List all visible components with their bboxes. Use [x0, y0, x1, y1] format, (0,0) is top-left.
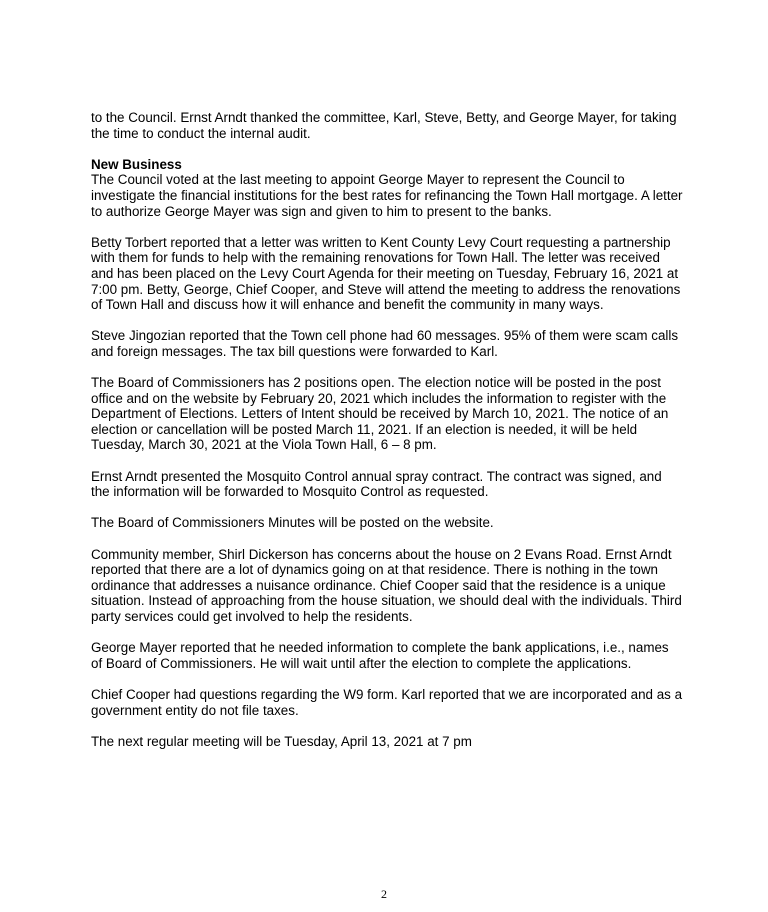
paragraph-minutes: The Board of Commissioners Minutes will be posted on the website. [91, 515, 494, 531]
paragraph-evans-road: Community member, Shirl Dickerson has concerns about the house on 2 Evans Road. Ernst Arndt reported that there are a lot of dynamics going on at that residence. There is nothing in the town ordinance that addresses a nuisance ordinance. Chief Cooper said that the residence is a unique situation. Instead of approaching from the house situation, we should deal with the individuals. Third party services could get involved to help the residents. [91, 546, 682, 624]
section-heading: New Business [91, 156, 182, 172]
intro-paragraph: to the Council. Ernst Arndt thanked the committee, Karl, Steve, Betty, and George Mayer, for taking the time to conduct the internal audit. [91, 110, 677, 141]
paragraph-mosquito-control: Ernst Arndt presented the Mosquito Control annual spray contract. The contract was signed, and the information will be forwarded to Mosquito Control as requested. [91, 468, 662, 500]
paragraph-bank-applications: George Mayer reported that he needed information to complete the bank applications, i.e., names of Board of Commissioners. He will wait until after the election to complete the applications. [91, 640, 669, 671]
paragraph-election: The Board of Commissioners has 2 positions open. The election notice will be posted in the post office and on the website by February 20, 2021 which includes the information to register with the Department of Elections. Letters of Intent should be received by March 10, 2021. The notice of an election or cancellation will be posted March 11, 2021. If an election is needed, it will be held Tuesday, March 30, 2021 at the Viola Town Hall, 6 – 8 pm. [91, 375, 669, 453]
paragraph-cell-phone: Steve Jingozian reported that the Town cell phone had 60 messages. 95% of them were scam calls and foreign messages. The tax bill questions were forwarded to Karl. [91, 328, 679, 359]
paragraph-next-meeting: The next regular meeting will be Tuesday, April 13, 2021 at 7 pm [91, 733, 472, 749]
page-number: 2 [381, 887, 387, 901]
paragraph-refinancing: The Council voted at the last meeting to appoint George Mayer to represent the Council to investigate the financial institutions for the best rates for refinancing the Town Hall mortgage. A letter to authorize George Mayer was sign and given to him to present to the banks. [91, 172, 683, 219]
document-body [91, 110, 683, 765]
new-business-section [91, 157, 683, 219]
paragraph-w9-form: Chief Cooper had questions regarding the W9 form. Karl reported that we are incorporated and as a government entity do not file taxes. [91, 686, 683, 718]
paragraph-levy-court: Betty Torbert reported that a letter was written to Kent County Levy Court requesting a partnership with them for funds to help with the remaining renovations for Town Hall. The letter was received and has been placed on the Levy Court Agenda for their meeting on Tuesday, February 16, 2021 at 7:00 pm. Betty, George, Chief Cooper, and Steve will attend the meeting to address the renovations of Town Hall and discuss how it will enhance and benefit the community in many ways. [91, 234, 681, 313]
